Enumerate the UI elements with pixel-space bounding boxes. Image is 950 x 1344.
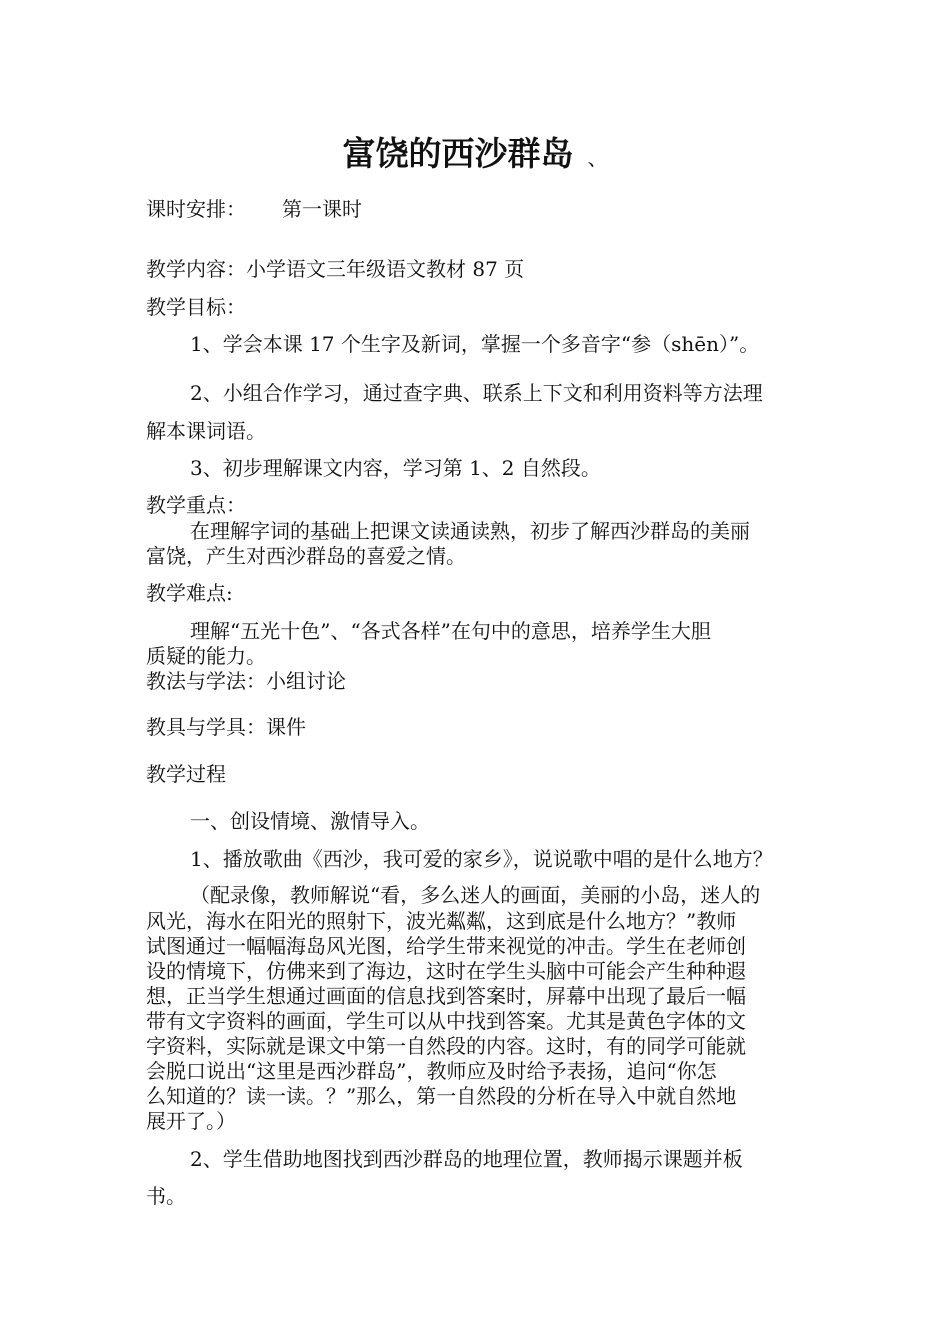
difficulty-label: 教学难点: bbox=[146, 581, 233, 605]
step-1-paragraph-line-6: 带有文字资料的画面，学生可以从中找到答案。尤其是黄色字体的文 bbox=[146, 1009, 746, 1033]
step-1-paragraph-line-10: 展开了。） bbox=[146, 1109, 236, 1133]
process-label: 教学过程 bbox=[146, 762, 226, 786]
step-1-paragraph-line-4: 设的情境下，仿佛来到了海边，这时在学生头脑中可能会产生种种遐 bbox=[146, 959, 746, 983]
method-line: 教法与学法：小组讨论 bbox=[146, 669, 346, 693]
key-points-line-2: 富饶，产生对西沙群岛的喜爱之情。 bbox=[146, 544, 466, 568]
step-1-item-2-line-2: 书。 bbox=[146, 1184, 186, 1208]
step-1-paragraph-line-3: 试图通过一幅幅海岛风光图，给学生带来视觉的冲击。学生在老师创 bbox=[146, 934, 746, 958]
step-1-paragraph-line-2: 风光，海水在阳光的照射下，波光粼粼，这到底是什么地方？”教师 bbox=[146, 909, 737, 933]
step-1-paragraph-line-7: 字资料，实际就是课文中第一自然段的内容。这时，有的同学可能就 bbox=[146, 1034, 746, 1058]
goal-2: 2、小组合作学习，通过查字典、联系上下文和利用资料等方法理 bbox=[190, 381, 763, 405]
step-1-heading: 一、创设情境、激情导入。 bbox=[190, 809, 430, 833]
step-1-paragraph-line-9: 么知道的？读一读。？”那么，第一自然段的分析在导入中就自然地 bbox=[146, 1084, 737, 1108]
tools-line: 教具与学具：课件 bbox=[146, 715, 306, 739]
step-1-item-1: 1、播放歌曲《西沙，我可爱的家乡》，说说歌中唱的是什么地方？ bbox=[190, 847, 773, 871]
title-text: 富饶的西沙群岛 bbox=[342, 134, 574, 173]
schedule-value: 第一课时 bbox=[282, 197, 362, 221]
schedule-line bbox=[146, 196, 362, 222]
step-1-paragraph-line-8: 会脱口说出“这里是西沙群岛”，教师应及时给予表扬，追问“你怎 bbox=[146, 1059, 717, 1083]
schedule-label: 课时安排： bbox=[146, 197, 246, 221]
step-1-paragraph-line-5: 想，正当学生想通过画面的信息找到答案时，屏幕中出现了最后一幅 bbox=[146, 984, 746, 1008]
document-title bbox=[0, 128, 950, 175]
goal-1: 1、学会本课 17 个生字及新词，掌握一个多音字“参（shēn）”。 bbox=[190, 332, 760, 356]
difficulty-line-1: 理解“五光十色”、“各式各样”在句中的意思，培养学生大胆 bbox=[190, 619, 711, 643]
step-1-item-2-line-1: 2、学生借助地图找到西沙群岛的地理位置，教师揭示课题并板 bbox=[190, 1147, 743, 1171]
key-points-label: 教学重点： bbox=[146, 493, 246, 517]
goals-label: 教学目标： bbox=[146, 295, 246, 319]
step-1-paragraph-line-1: （配录像，教师解说“看，多么迷人的画面，美丽的小岛，迷人的 bbox=[190, 883, 761, 907]
key-points-line-1: 在理解字词的基础上把课文读通读熟，初步了解西沙群岛的美丽 bbox=[190, 519, 750, 543]
goal-3: 3、初步理解课文内容，学习第 1、2 自然段。 bbox=[190, 456, 601, 480]
difficulty-line-2: 质疑的能力。 bbox=[146, 644, 266, 668]
title-mark: 、 bbox=[587, 146, 608, 170]
goal-2-cont: 解本课词语。 bbox=[146, 419, 266, 443]
content-line: 教学内容：小学语文三年级语文教材 87 页 bbox=[146, 257, 525, 281]
